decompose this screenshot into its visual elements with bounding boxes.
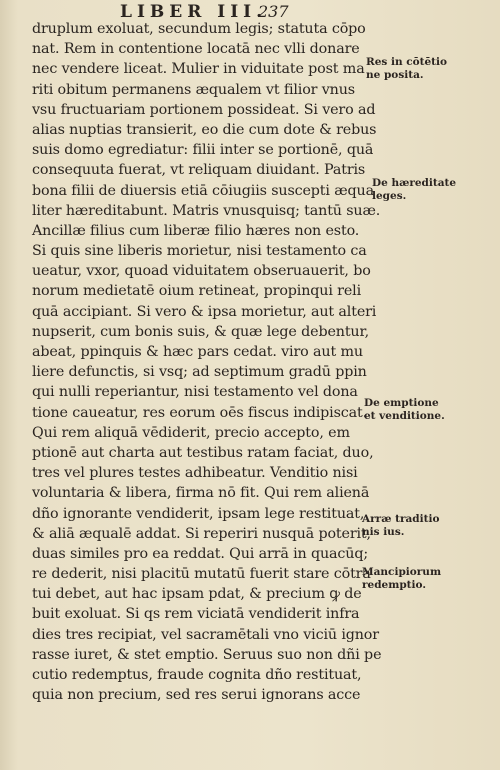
text-line: tres vel plures testes adhibeatur. Venditio nisi bbox=[32, 465, 358, 482]
text-line: re dederit, nisi placitū mutatū fuerit stare cōtra bbox=[32, 566, 371, 583]
text-line: & aliā æqualē addat. Si reperiri nusquā poterit, bbox=[32, 525, 371, 542]
margin-note-line: Res in cōtētio bbox=[366, 56, 448, 68]
text-line: ueatur, vxor, quoad viduitatem obseruauerit, bo bbox=[32, 263, 371, 280]
text-line: ptionē aut charta aut testibus ratam faciat, duo, bbox=[32, 444, 374, 461]
margin-note-line: ne posita. bbox=[366, 69, 424, 81]
text-line: buit exoluat. Si qs rem viciatā vendiderit infra bbox=[32, 606, 360, 623]
text-line: norum medietatē oium retineat, propinqui reli bbox=[32, 283, 362, 300]
text-line: Si quis sine liberis morietur, nisi testamento ca bbox=[32, 243, 367, 260]
text-line: Ancillæ filius cum liberæ filio hæres non esto. bbox=[32, 222, 360, 239]
margin-note-arrae-traditio bbox=[362, 513, 439, 539]
text-line: vsu fructuariam portionem possideat. Si vero ad bbox=[32, 101, 376, 118]
text-line: abeat, ppinquis & hæc pars cedat. viro aut mu bbox=[32, 344, 363, 360]
text-line: dño ignorante vendiderit, ipsam lege restituat, bbox=[32, 505, 365, 522]
margin-note-line: De hæreditate bbox=[372, 177, 457, 189]
text-line: quā accipiant. Si vero & ipsa morietur, aut alteri bbox=[32, 303, 377, 320]
text-line: druplum exoluat, secundum legis; statuta cōpo bbox=[32, 21, 366, 37]
text-line: dies tres recipiat, vel sacramētali vno viciū ignor bbox=[32, 626, 379, 643]
text-line: quia non precium, sed res serui ignorans acce bbox=[32, 687, 361, 704]
text-line: tione caueatur, res eorum oēs fiscus indipiscat. bbox=[32, 404, 367, 421]
text-line: duas similes pro ea reddat. Qui arrā in quacūq; bbox=[32, 545, 368, 562]
text-line: liter hæreditabunt. Matris vnusquisq; tantū suæ. bbox=[32, 202, 381, 219]
text-line: Qui rem aliquā vēdiderit, precio accepto, em bbox=[32, 424, 350, 441]
body-text-column bbox=[32, 19, 382, 705]
text-line: consequuta fuerat, vt reliquam diuidant. Patris bbox=[32, 162, 366, 179]
text-line: nec vendere liceat. Mulier in viduitate post ma bbox=[32, 61, 365, 78]
text-line: qui nulli reperiantur, nisi testamento vel dona bbox=[32, 384, 358, 401]
margin-note-de-emptione bbox=[364, 397, 445, 423]
margin-note-line: Arræ traditio bbox=[362, 513, 440, 525]
text-line: voluntaria & libera, firma nō fit. Qui rem alienā bbox=[32, 485, 370, 502]
running-title: LIBER III. bbox=[120, 2, 268, 22]
margin-note-de-haereditate bbox=[372, 177, 456, 203]
text-line: alias nuptias transierit, eo die cum dote & rebus bbox=[32, 121, 377, 138]
margin-note-mancipiorum bbox=[362, 566, 441, 592]
text-line: cutio redemptus, fraude cognita dño restituat, bbox=[32, 667, 362, 683]
text-line: riti obitum permanens æqualem vt filior vnus bbox=[32, 81, 355, 98]
page-number: 237 bbox=[258, 2, 289, 21]
text-line: liere defunctis, si vsq; ad septimum gradū ppin bbox=[32, 364, 367, 381]
margin-note-line: Mancipiorum bbox=[362, 566, 442, 578]
text-line: bona filii de diuersis etiā cōiugiis suscepti æqua bbox=[32, 182, 374, 199]
margin-note-line: leges. bbox=[372, 190, 407, 202]
text-line: nat. Rem in contentione locatā nec vlli donare bbox=[32, 41, 360, 58]
text-line: nupserit, cum bonis suis, & quæ lege debentur, bbox=[32, 323, 369, 340]
text-line: rasse iuret, & stet emptio. Seruus suo non dñi pe bbox=[32, 646, 382, 663]
margin-note-line: redemptio. bbox=[362, 579, 426, 591]
text-line: suis domo egrediatur: filii inter se portionē, quā bbox=[32, 142, 374, 159]
text-line: tui debet, aut hac ipsam pdat, & precium ꝙ de bbox=[32, 586, 362, 603]
margin-note-res-in-contentione bbox=[366, 56, 447, 82]
margin-note-line: nis ius. bbox=[362, 526, 405, 538]
margin-note-line: et venditione. bbox=[364, 410, 445, 422]
margin-note-line: De emptione bbox=[364, 397, 439, 409]
